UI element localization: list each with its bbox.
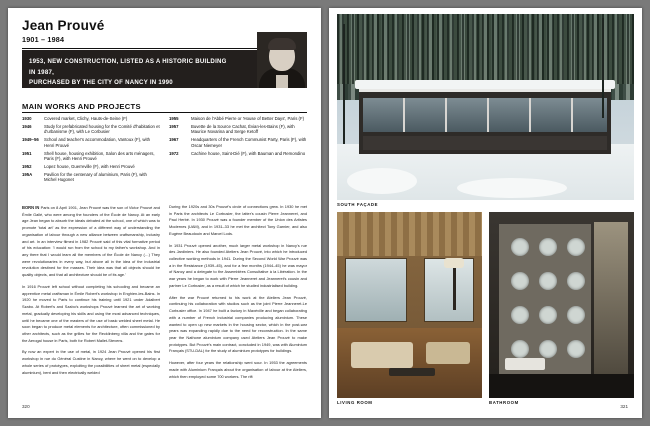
photo-lr-sofa	[351, 342, 413, 368]
photo-house	[359, 88, 611, 154]
photo-bath-porthole	[511, 238, 529, 256]
work-year: 1951	[22, 150, 32, 156]
body-columns	[22, 204, 307, 385]
photo-tree-trunk	[602, 18, 604, 118]
photo-bath-porthole	[539, 306, 557, 324]
photo-bath-porthole	[511, 306, 529, 324]
photo-bath-porthole	[567, 238, 585, 256]
page-subtitle-dates: 1901 – 1984	[22, 35, 65, 44]
work-desc: Study for prefabricated housing for the Comité d'habitation et d'urbanisme (F), with Le Corbusier	[44, 123, 160, 135]
photo-bath-porthole	[511, 340, 529, 358]
work-year: 195A	[22, 171, 33, 177]
photo-bath-panel	[499, 224, 591, 374]
paragraph: After the war Prouvé returned to his work at the Ateliers Jean Prouvé, continuing his collaboration with studios such as the joint Pierre Jeanneret-Le Corbusier office. In 1947 he built a factory in Maxéville and began collaborating with a number of French industrial companies producing aluminium. These wanted to open up new markets in the housing sector, which in the post-war years was expanding rapidly due to the need for reconstruction. In the same year the Nathone aluminium company used Ateliers Jean Prouvé to make prototypes. But Prouvé's main contract, concluded in 1949, was with Aluminium Français (STU-DAL) for the study of aluminium prototypes for buildings.	[169, 294, 307, 354]
work-year: 1930	[22, 116, 32, 121]
work-year: 1957	[169, 123, 179, 129]
paragraph: By now an expert in the use of metal, in 1924 Jean Prouvé opened his first workshop in rue du Général Custine in Nancy, where he went on to develop a whole series of prototypes, exploiting the possibilities of sheet metal (especially aluminium), bent and then electrically welded	[22, 349, 160, 375]
photo-bath-floor	[489, 374, 634, 398]
work-year: 1955	[169, 116, 179, 121]
photo-lr-window-left	[345, 258, 407, 322]
work-item	[169, 116, 307, 122]
photo-mullion	[403, 98, 405, 132]
photo-bath-porthole	[511, 272, 529, 290]
photo-snow-drift	[347, 168, 417, 194]
photo-lr-table	[389, 368, 435, 376]
project-banner	[22, 50, 307, 97]
work-item	[169, 151, 307, 157]
paragraph: During the 1920s and 30s Prouvé's circle of connections grew. In 1930 he met in Paris the architects Le Corbusier, the latter's cousin Pierre Jeanneret, and Paul Herbé. In 1930 Prouvé was a founder member of the Union des Artistes Modernes (UAM), and in 1931–33 he met the architect Tony Garnier, and also Eugène Beaudouin and Marcel Lods.	[169, 204, 307, 236]
photo-roof-snow	[355, 80, 615, 89]
banner-line-1: 1953, NEW CONSTRUCTION, LISTED AS A HISTORIC BUILDING IN 1987,	[29, 58, 227, 76]
banner-line-2: PURCHASED BY THE CITY OF NANCY IN 1990	[29, 79, 173, 87]
main-works-heading: MAIN WORKS AND PROJECTS	[22, 102, 141, 111]
photo-bath-porthole	[567, 272, 585, 290]
work-year: 1952	[22, 164, 32, 170]
work-desc: Covered market, Clichy, Hauts-de-Seine (F)	[44, 116, 128, 121]
photo-treeline-far	[337, 14, 634, 84]
photo-lr-lampshade	[444, 258, 464, 268]
photo-bath-porthole	[539, 238, 557, 256]
photo-bath-porthole	[539, 340, 557, 358]
body-column-1	[22, 204, 160, 385]
work-desc: Cachine house, Saint-Dié (F), with Bauman and Remondino	[191, 150, 306, 156]
work-year: 1949–56	[22, 137, 39, 143]
main-works-divider	[22, 112, 307, 113]
caption-bathroom: BATHROOM	[489, 400, 519, 405]
work-year: 1967	[169, 137, 179, 143]
paragraph: However, after four years the relationship went sour. In 1953 the agreements made with Aluminium Français about the organisation of labour at the Ateliers, which then employed some 700 workers. The rift	[169, 360, 307, 379]
photo-bath-sink	[505, 358, 545, 370]
left-page	[8, 8, 321, 418]
photo-bathroom	[489, 212, 634, 398]
photo-living-room	[337, 212, 482, 398]
work-item	[22, 151, 160, 162]
work-desc: School and teacher's accommodation, Vantoux (F), with Henri Prouvé	[44, 137, 151, 148]
photo-lr-armchair	[426, 342, 470, 364]
banner-line-3: 4 – 6 RUE AUGUSTIN-HACQUARD, NANCY (F)	[29, 89, 172, 97]
work-item	[22, 124, 160, 135]
photo-lr-lamp-stem	[453, 264, 456, 310]
work-item	[169, 124, 307, 135]
photo-bath-cabinet	[594, 222, 628, 382]
photo-south-facade	[337, 14, 634, 200]
portrait-shirt	[276, 75, 288, 88]
work-year: 1946	[22, 123, 32, 129]
body-column-2	[169, 204, 307, 385]
caption-south-facade: SOUTH FAÇADE	[337, 202, 379, 207]
work-desc: Lopez house, Guerreville (F), with Henri Prouvé	[44, 164, 135, 170]
page-title: Jean Prouvé	[22, 18, 105, 33]
work-desc: Buvette de la Source Cachat, Évian-les-Bains (F), with Maurice Novarina and Serge Ketoff	[191, 123, 295, 135]
folio-right: 321	[620, 404, 628, 409]
photo-mullion	[571, 98, 573, 132]
photo-mullion	[487, 98, 489, 132]
main-works-list	[22, 116, 307, 185]
portrait-hair	[268, 38, 296, 50]
photo-lr-ceiling	[337, 212, 482, 256]
paragraph: In 1916 Prouvé left school without completing his schooling and became an apprentice metal craftsman in Émile Robert's workshop in Enghien-les-Bains. In 1920 he moved to Paris to continue his training until 1921 under Adalbert Szabo. At Robert's and Szabo's workshops Prouvé learned the art of working metal, gradually developing his skills and using the most advanced techniques, until he became one of the masters of the use of basic welded sheet metal. He soon began to produce metal elements for architecture, often commissioned by other architects, such as the grilles for the Recklinberg villa and the gates for the Aerogal house in Paris, both for Robert Mallet-Stevens.	[22, 283, 160, 343]
photo-mullion	[529, 98, 531, 132]
work-item	[22, 172, 160, 183]
works-column-1	[22, 116, 160, 185]
body-text-2	[169, 204, 307, 380]
folio-left: 320	[22, 404, 30, 409]
work-desc: Headquarters of the French Communist Party, Paris (F), with Oscar Niemeyer	[191, 137, 307, 148]
photo-bath-porthole	[567, 340, 585, 358]
photo-bath-porthole	[539, 272, 557, 290]
work-item	[22, 164, 160, 170]
photo-tree-trunk	[343, 24, 345, 144]
caption-living-room: LIVING ROOM	[337, 400, 373, 405]
work-item	[169, 137, 307, 148]
work-desc: Maison de l'Abbé Pierre or 'House of Better Days', Paris (F)	[191, 116, 305, 121]
portrait-photo	[257, 32, 307, 88]
body-text-1	[22, 204, 160, 376]
banner-text	[29, 57, 229, 100]
paragraph: BORN IN Paris on 8 April 1901, Jean Prouvé was the son of Victor Prouvé and Émile Gallé, who were among the founders of the École de Nancy. At an early age Jean began to absorb the ideals debated at the school, one of which was to promote 'total art' as the expression of a different way of understanding the organisation of labour through a new alliance between craftsmanship, industry and art. In an interview filmed in 1982 Prouvé said of this vital formative period of his education: 'I would run from the school to my father's workshop. And in any there that I would learn all the members of the École de Nancy (…) They were revolutionaries in every way, but above all in the idea of the industrial revolution destined for the masses. Their idea was that all objects should be quality objects, and that all architecture should be of its age.'	[22, 205, 160, 278]
work-item	[22, 137, 160, 148]
work-desc: Pavilion for the centenary of aluminium, Paris (F), with Michel Hugonet	[44, 171, 147, 183]
work-item	[22, 116, 160, 122]
photo-mullion	[445, 98, 447, 132]
photo-snow-drift	[457, 178, 567, 198]
work-desc: Shell house, housing exhibition, Salon des arts ménagers, Paris (F), with Henri Prouvé	[44, 150, 155, 162]
works-column-2	[169, 116, 307, 185]
photo-house-panel	[363, 136, 607, 150]
photo-bath-porthole	[567, 306, 585, 324]
work-year: 1972	[169, 150, 179, 156]
paragraph: In 1931 Prouvé opened another, much larger metal workshop in Nancy's rue des Jardiniers. He also founded Ateliers Jean Prouvé, into which he introduced collective working methods in 1941. During the Second World War Prouvé was a in the Resistance (1939–45), and for a few months (1944–45) he was mayor of Nancy and a delegate to the Assemblées Consultative à la Libération. In the war years he began to work with Pierre Jeanneret and Jeanneret's cousin and partner Le Corbusier, as a result of which he studied industrialised building.	[169, 242, 307, 288]
